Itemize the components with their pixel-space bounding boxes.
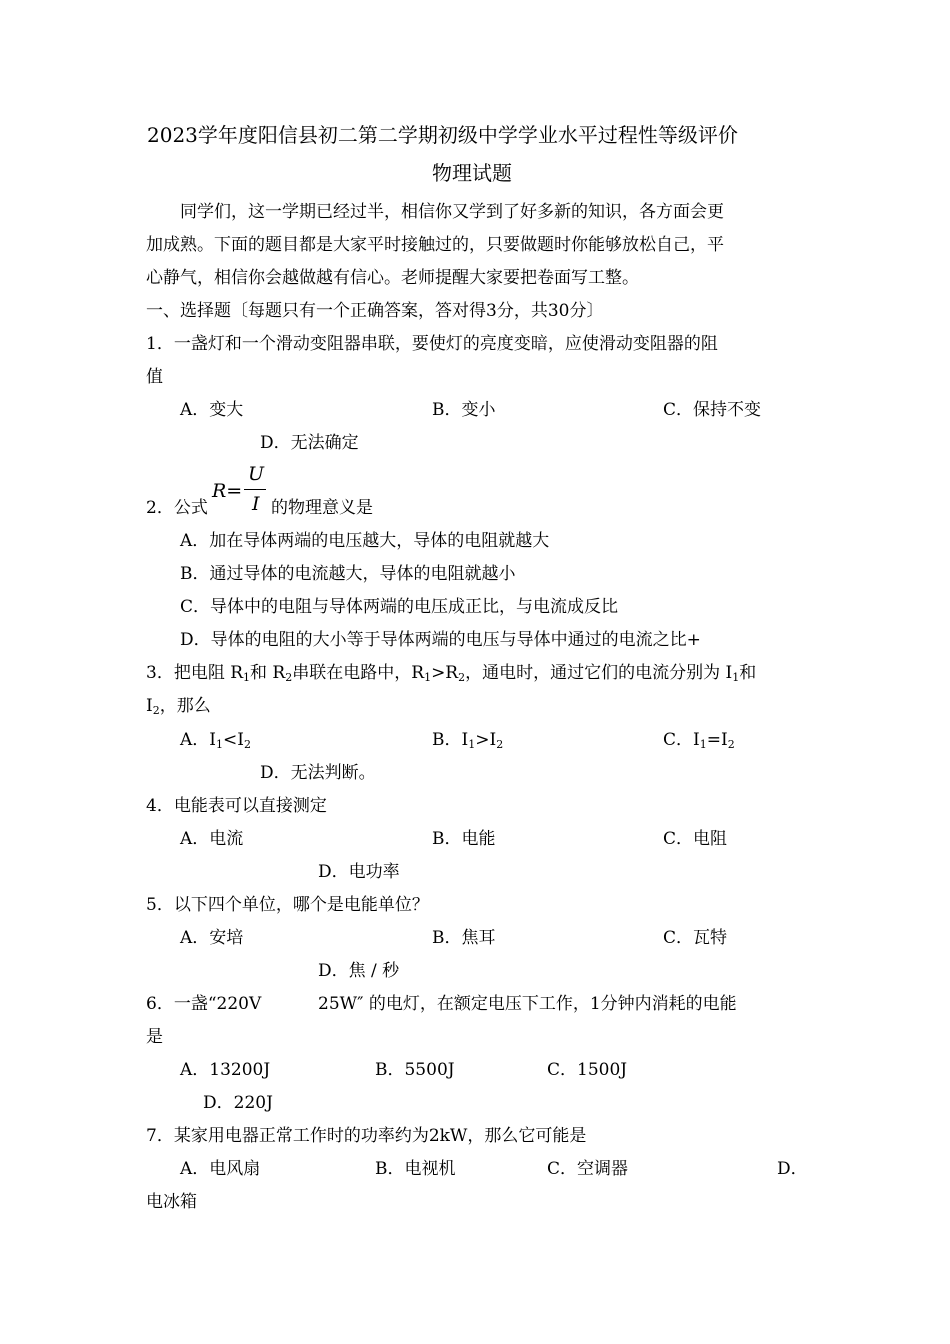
section-heading: 一、选择题〔每题只有一个正确答案，答对得3分，共30分〕 [146, 301, 604, 321]
intro-line-2: 加成熟。下面的题目都是大家平时接触过的，只要做题时你能够放松自己，平 [146, 235, 724, 255]
subscript: 2 [496, 738, 504, 751]
q3-text: ，那么 [159, 696, 211, 716]
formula-r: R= [212, 480, 243, 502]
q3-option-d: D．无法判断。 [260, 763, 376, 783]
fraction-bar [244, 489, 266, 490]
subscript: 1 [216, 738, 223, 751]
q6-option-b: B．5500J [375, 1060, 455, 1080]
q3-text: I [146, 696, 153, 716]
q3-text: ，通电时，通过它们的电流分别为 I [465, 663, 733, 683]
page-title: 2023学年度阳信县初二第二学期初级中学学业水平过程性等级评价 [147, 123, 738, 147]
q4-option-d: D．电功率 [318, 862, 400, 882]
q5-option-c: C．瓦特 [663, 928, 728, 948]
option-text: A．I [180, 730, 216, 750]
q3-stem-cont [146, 695, 211, 717]
q2-option-a: A．加在导体两端的电压越大，导体的电阻就越大 [180, 531, 550, 551]
intro-line-1: 同学们，这一学期已经过半，相信你又学到了好多新的知识，各方面会更 [180, 202, 724, 222]
q7-stem: 7．某家用电器正常工作时的功率约为2kW，那么它可能是 [146, 1126, 587, 1146]
q1-stem: 1．一盏灯和一个滑动变阻器串联，要使灯的亮度变暗，应使滑动变阻器的阻 [146, 334, 718, 354]
q4-option-b: B．电能 [432, 829, 496, 849]
q3-option-b [432, 729, 503, 751]
q4-option-c: C．电阻 [663, 829, 728, 849]
formula-numerator: U [248, 463, 265, 485]
q5-option-d: D．焦 / 秒 [318, 961, 400, 981]
q7-option-d: D． [777, 1159, 808, 1179]
subscript: 1 [468, 738, 476, 751]
q7-option-c: C．空调器 [547, 1159, 629, 1179]
subscript: 2 [458, 671, 466, 684]
q6-stem-cont: 是 [146, 1027, 163, 1047]
q3-text: 和 R [250, 663, 286, 683]
q4-option-a: A．电流 [180, 829, 244, 849]
q1-option-c: C．保持不变 [663, 400, 762, 420]
q6-stem-part1: 6．一盏“220V [146, 994, 262, 1014]
q3-option-a [180, 729, 251, 751]
q2-option-c: C．导体中的电阻与导体两端的电压成正比，与电流成反比 [180, 597, 619, 617]
q7-option-b: B．电视机 [375, 1159, 456, 1179]
q5-option-b: B．焦耳 [432, 928, 496, 948]
q1-option-d: D．无法确定 [260, 433, 359, 453]
q3-text: >R [431, 663, 459, 683]
option-text: <I [223, 730, 244, 750]
q3-text: 3．把电阻 R [146, 663, 244, 683]
subscript: 1 [699, 738, 707, 751]
q7-option-d-cont: 电冰箱 [146, 1192, 197, 1212]
option-text: >I [475, 730, 497, 750]
option-text: B．I [432, 730, 469, 750]
q3-text: 串联在电路中，R [292, 663, 425, 683]
q5-option-a: A．安培 [180, 928, 244, 948]
q2-option-d: D．导体的电阻的大小等于导体两端的电压与导体中通过的电流之比+ [180, 630, 701, 650]
q3-option-c [663, 729, 735, 751]
q3-text: 和 [739, 663, 757, 683]
q2-formula [212, 463, 272, 523]
formula-denominator: I [252, 493, 260, 515]
q6-option-a: A．13200J [180, 1060, 271, 1080]
q6-option-c: C．1500J [547, 1060, 628, 1080]
q1-stem-cont: 值 [146, 367, 163, 387]
q2-stem-prefix: 2．公式 [146, 498, 208, 518]
q1-option-a: A．变大 [180, 400, 244, 420]
q1-option-b: B．变小 [432, 400, 496, 420]
subscript: 2 [152, 704, 160, 717]
q5-stem: 5．以下四个单位，哪个是电能单位？ [146, 895, 429, 915]
q3-stem [146, 662, 756, 684]
subscript: 1 [732, 671, 740, 684]
q2-option-b: B．通过导体的电流越大，导体的电阻就越小 [180, 564, 516, 584]
q6-option-d: D．220J [203, 1093, 273, 1113]
subscript: 2 [285, 671, 293, 684]
subscript: 2 [727, 738, 735, 751]
q2-stem-suffix: 的物理意义是 [271, 498, 373, 518]
subscript: 1 [243, 671, 251, 684]
q4-stem: 4．电能表可以直接测定 [146, 796, 327, 816]
intro-line-3: 心静气，相信你会越做越有信心。老师提醒大家要把卷面写工整。 [146, 268, 639, 288]
subscript: 2 [243, 738, 251, 751]
q7-option-a: A．电风扇 [180, 1159, 261, 1179]
page-subtitle: 物理试题 [432, 161, 512, 185]
option-text: =I [706, 730, 728, 750]
subscript: 1 [424, 671, 432, 684]
q6-stem-part2: 25W″ 的电灯，在额定电压下工作，1分钟内消耗的电能 [318, 994, 737, 1014]
option-text: C．I [663, 730, 700, 750]
